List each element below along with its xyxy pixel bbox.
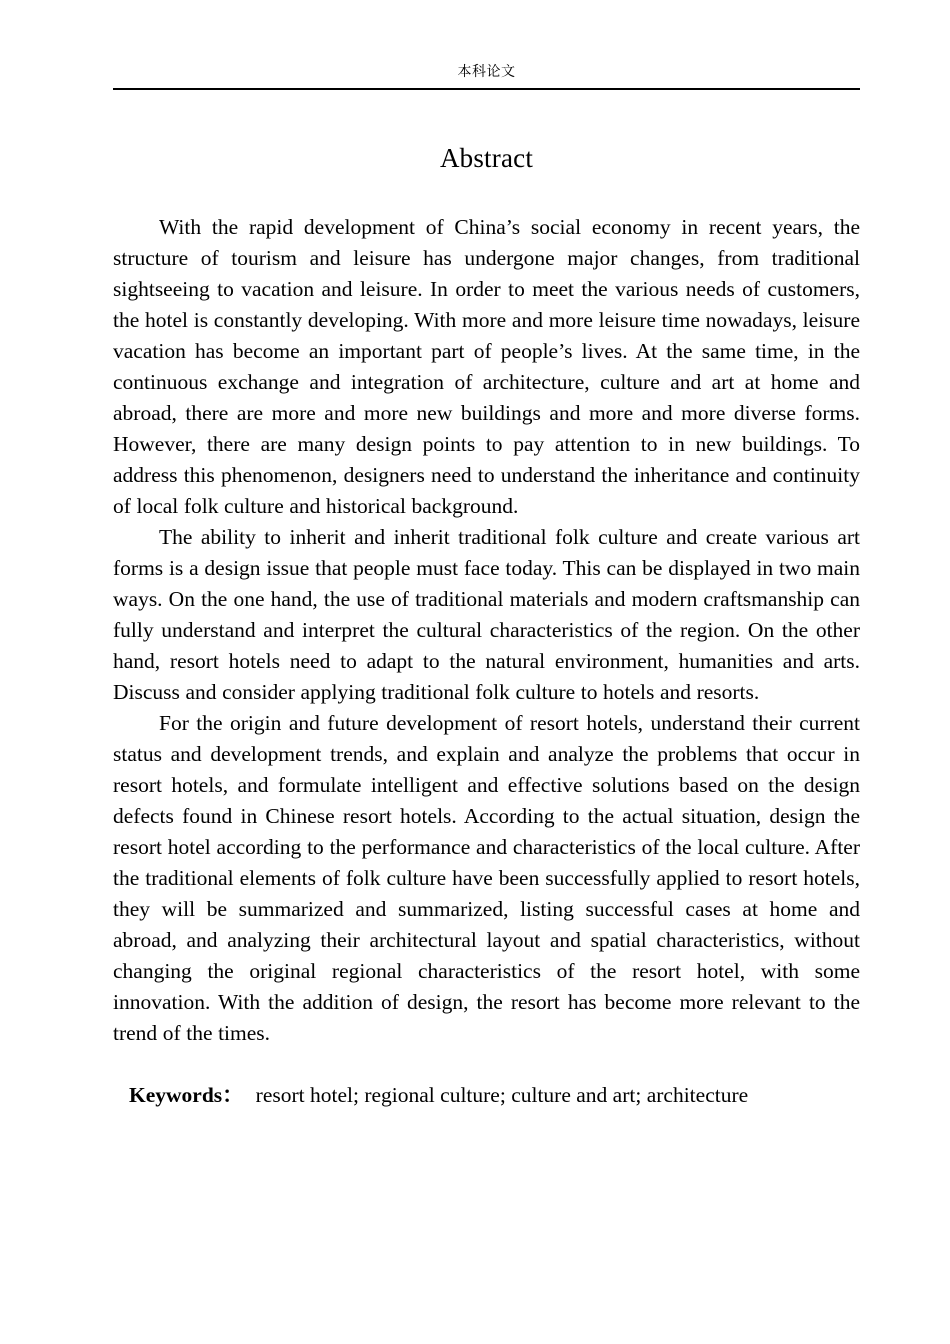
- document-body: [113, 140, 860, 1111]
- header-divider-rule: [113, 88, 860, 90]
- running-header-title: 本科论文: [457, 64, 516, 80]
- keywords-line: [113, 1080, 860, 1111]
- running-header: [113, 62, 860, 82]
- keywords-label: Keywords：: [129, 1083, 244, 1107]
- keywords-value: resort hotel; regional culture; culture and art; architecture: [255, 1083, 749, 1107]
- abstract-paragraph-3: For the origin and future development of resort hotels, understand their current status and development trends, and explain and analyze the problems that occur in resort hotels, and formulate intelligent and effective solutions based on the design defects found in Chinese resort hotels. According to the actual situation, design the resort hotel according to the performance and characteristics of the local culture. After the traditional elements of folk culture have been successfully applied to resort hotels, they will be summarized and summarized, listing successful cases at home and abroad, and analyzing their architectural layout and spatial characteristics, without changing the original regional characteristics of the resort hotel, with some innovation. With the addition of design, the resort has become more relevant to the trend of the times.: [113, 711, 860, 1045]
- abstract-paragraph-2: The ability to inherit and inherit traditional folk culture and create various art forms is a design issue that people must face today. This can be displayed in two main ways. On the one hand, the use of traditional materials and modern craftsmanship can fully understand and interpret the cultural characteristics of the region. On the other hand, resort hotels need to adapt to the natural environment, humanities and arts. Discuss and consider applying traditional folk culture to hotels and resorts.: [113, 525, 860, 704]
- page-title: Abstract: [439, 143, 534, 173]
- abstract-paragraph-1: With the rapid development of China’s social economy in recent years, the structure of tourism and leisure has undergone major changes, from traditional sightseeing to vacation and leisure. In order to meet the various needs of customers, the hotel is constantly developing. With more and more leisure time nowadays, leisure vacation has become an important part of people’s lives. At the same time, in the continuous exchange and integration of architecture, culture and art at home and abroad, there are more and more new buildings and more and more diverse forms. However, there are many design points to pay attention to in new buildings. To address this phenomenon, designers need to understand the inheritance and continuity of local folk culture and historical background.: [113, 215, 860, 518]
